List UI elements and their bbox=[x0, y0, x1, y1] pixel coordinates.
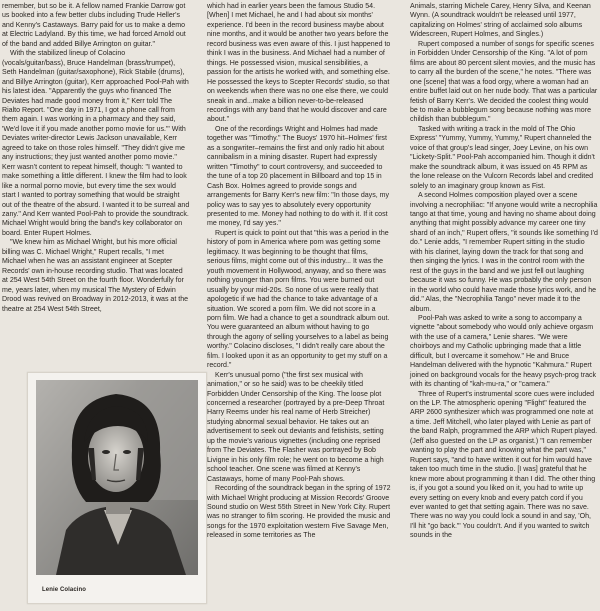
paragraph: Recording of the soundtrack began in the spring of 1972 with Michael Wright producing at Mission Records' Groove Sound studio on West 55th Street in New York City. Rupert was no stranger to film scoring. He provided the music and songs for the 1970 exploitation western Five Savage Men, released in some territories as The bbox=[207, 485, 391, 540]
paragraph: A second Holmes composition played over a scene involving a necrophiliac: "If anyone would write a necrophilia tango at that time, young and having no shame about doing anything that might possibly advance my career one tiny shard of an inch," Rupert offers, "it sounds like something I'd do." Lenie adds, "I remember Rupert sitting in the studio with his clarinet, laying down the track for that song and then singing the lyrics. I was in the control room with the rest of the guys in the band and we just fell out laughing because it was so funny. He was probably the only person in the world who could have made those lyrics work, and he did." Alas, the "Necrophilia Tango" never made it to the album. bbox=[410, 192, 598, 313]
paragraph: Tasked with writing a track in the mold of The Ohio Express' "Yummy, Yummy, Yummy," Rupert channeled the voice of that group's lead singer, Joey Levine, on his own "Lickety-Split." Pool-Pah accompanied him. Though it didn't make the soundtrack album, it was issued on 45 RPM as the lone release on the Vulcorn Records label and credited solely to an imaginary group known as Fist. bbox=[410, 125, 595, 190]
portrait-illustration bbox=[36, 380, 198, 575]
paragraph: One of the recordings Wright and Holmes had made together was "Timothy." The Buoys' 1970 hit–Holmes' first as a songwriter–remains the first and only radio hit about cannibalism in a mining disaster. Rupert had expressly written "Timothy" to court controversy, and succeeded to the tune of a top 20 placement in Billboard and top 15 in Cash Box. Holmes agreed to provide songs and arrangements for Barry Kerr's new film: "In those days, my policy was to say yes to absolutely every opportunity presented to me. Money had nothing to do with it. If it cost me money, I'd say yes." bbox=[207, 125, 390, 228]
paragraph: Animals, starring Michele Carey, Henry Silva, and Keenan Wynn. (A soundtrack wouldn't be released until 1977, capitalizing on Holmes' string of acclaimed solo albums Widescreen, Rupert Holmes, and Singles.) bbox=[410, 3, 591, 39]
text-column-3 bbox=[410, 2, 598, 541]
text-column-1 bbox=[2, 2, 190, 314]
portrait-photo bbox=[36, 380, 198, 575]
paragraph: Three of Rupert's instrumental score cues were included on the LP. The atmospheric opening "Flight" featured the ARP 2600 synthesizer which was programmed one note at a time. Jeff Mitchell, who later played with Lenie as part of the band Ralph, programmed the ARP which Rupert played. (Jeff also guested on the LP as organist.) "I can remember wanting to play the part and knowing what the part was," Rupert says, "and to have written it out for him would have taken too much time in the studio. [I was] grateful that he knew more about programming it than I did. The other thing is, if you got a sound you liked on it, you had to write up every setting on every knob and every patch cord if you ever wanted to get that setting again. There was no save. There was no way you could lock a sound in and say, 'Oh, I'll hit "go back."' You couldn't. And if you wanted to switch sounds in the bbox=[410, 390, 598, 540]
paragraph: remember, but so be it. A fellow named Frankie Darrow got us booked into a few better clubs including Trude Heller's and Kenny's Castaways. Barry paid for us to make a demo at Electric Ladyland. By this time, we had forced Arnold out of the band and added Billye Arrington on guitar." bbox=[2, 3, 186, 48]
photo-caption: Lenie Colacino bbox=[42, 587, 87, 593]
text-column-2 bbox=[207, 2, 391, 541]
paragraph: Rupert is quick to point out that "this was a period in the history of porn in America where porn was getting some legitimacy. It was beginning to be thought that films, serious films, might come out of this industry... It was the youth movement in Hollywood, anyway, and so there was nothing younger than porn films. You were burned out usually by your mid-20s. So none of us were really that apologetic if we had the chance to take advantage of a situation. We scored a porn film. We did not score in a porn film. We had a chance to get a soundtrack album out. You were guaranteed an album without having to go through the agony of selling yourselves to a label as being worthy." Colacino discloses, "I didn't really care about the film. I looked upon it as an opportunity to get my stuff on a record." bbox=[207, 229, 390, 370]
paragraph: "We knew him as Michael Wright, but his more official billing was C. Michael Wright," Rupert recalls, "I met Michael when he was an assistant engineer at Scepter Records' own in-house recording studio. That was located at 254 West 54th Street on the fourth floor. Wonderfully for me, years later, when my musical The Mystery of Edwin Drood was revived on Broadway in 2012-2013, it was at the theatre at 254 West 54th Street, bbox=[2, 239, 189, 313]
paragraph: which had in earlier years been the famous Studio 54. [When] I met Michael, he and I had about six months' experience. I'd been in the record business maybe about nine months, and it would be another two years before the record business was even aware of this. I just happened to think I was in the business. And Michael had a number of things. He possessed vision, musical sensibilities, a passion for the artists he worked with, and something else. He possessed the keys to Scepter Records' studio, so that on weekends when there was no one else there, we could sneak in and...make a billion never-to-be-released recordings with any band that he would discover and care about." bbox=[207, 3, 391, 124]
paragraph: Kerr's unusual porno ("the first sex musical with animation," or so he said) was to be cheekily titled Forbidden Under Censorship of the King. The loose plot concerned a researcher (portrayed by a pre-Deep Throat Harry Reems under his real name of Herb Streicher) studying abnormal sexual behavior. He takes out an advertisement to seek out deviants and fetishists, setting up the movie's various vignettes (including one reprised from The Deviates. The Flasher was portrayed by Bob Livigne in his only film role; he went on to become a high school teacher. One scene was filmed at Kenny's Castaways, home of many Pool-Pah shows. bbox=[207, 371, 385, 483]
photo-frame bbox=[27, 372, 207, 604]
paragraph: Rupert composed a number of songs for specific scenes in Forbidden Under Censorship of the King. "A lot of porn films are about 80 percent silent movies, and the music has to carry all the burden of the scene," he notes. "There was one [scene] that was a food orgy, where a woman had an entire buffet laid out on her nude body. That was a particular fetish of Barry Kerr's. We decided the coolest thing would be to make a bubblegum song because nothing was more childish than bubblegum." bbox=[410, 40, 598, 124]
paragraph: With the stabilized lineup of Colacino (vocals/guitar/bass), Bruce Handelman (brass/trumpet), Seth Handelman (guitar/saxophone), Rick Stabile (drums), and Billye Arrington (guitar), Kerr approached Pool-Pah with his latest idea. "Apparently the guys who financed The Deviates had made good money from it," Kerr told The Rialto Report. "One day in 1971, I got a phone call from them again. I was working in a pharmacy and they said, 'We'd love it if you made another porno movie for us.'" With Deviates writer-director Lewis Jackson unavailable, Kerr agreed to take on those roles himself. "They didn't give me any instructions; they just wanted another porno movie." Kerr wasn't content to repeat himself, though: "I wanted to make something a little different. I knew the film had to look like a normal porno movie, but every time the sex would start I wanted to portray something that would be straight out of the theatre of the absurd. I wanted it to be surreal and zany." And Kerr wanted Pool-Pah to provide the soundtrack. Michael Wright would bring the band's key collaborator on board. Enter Rupert Holmes. bbox=[2, 50, 190, 237]
paragraph: Pool-Pah was asked to write a song to accompany a vignette "about somebody who would only achieve orgasm with the use of a camera," Lenie shares. "We were choirboys and my Catholic upbringing made that a little difficult, but I overcame it somehow." He and Bruce Handelman delivered with the hypnotic "Kahmura." Rupert joined on background vocals for the heavy psych-prog track with its chanting of "kah-mu-ra," or "camera." bbox=[410, 314, 597, 389]
